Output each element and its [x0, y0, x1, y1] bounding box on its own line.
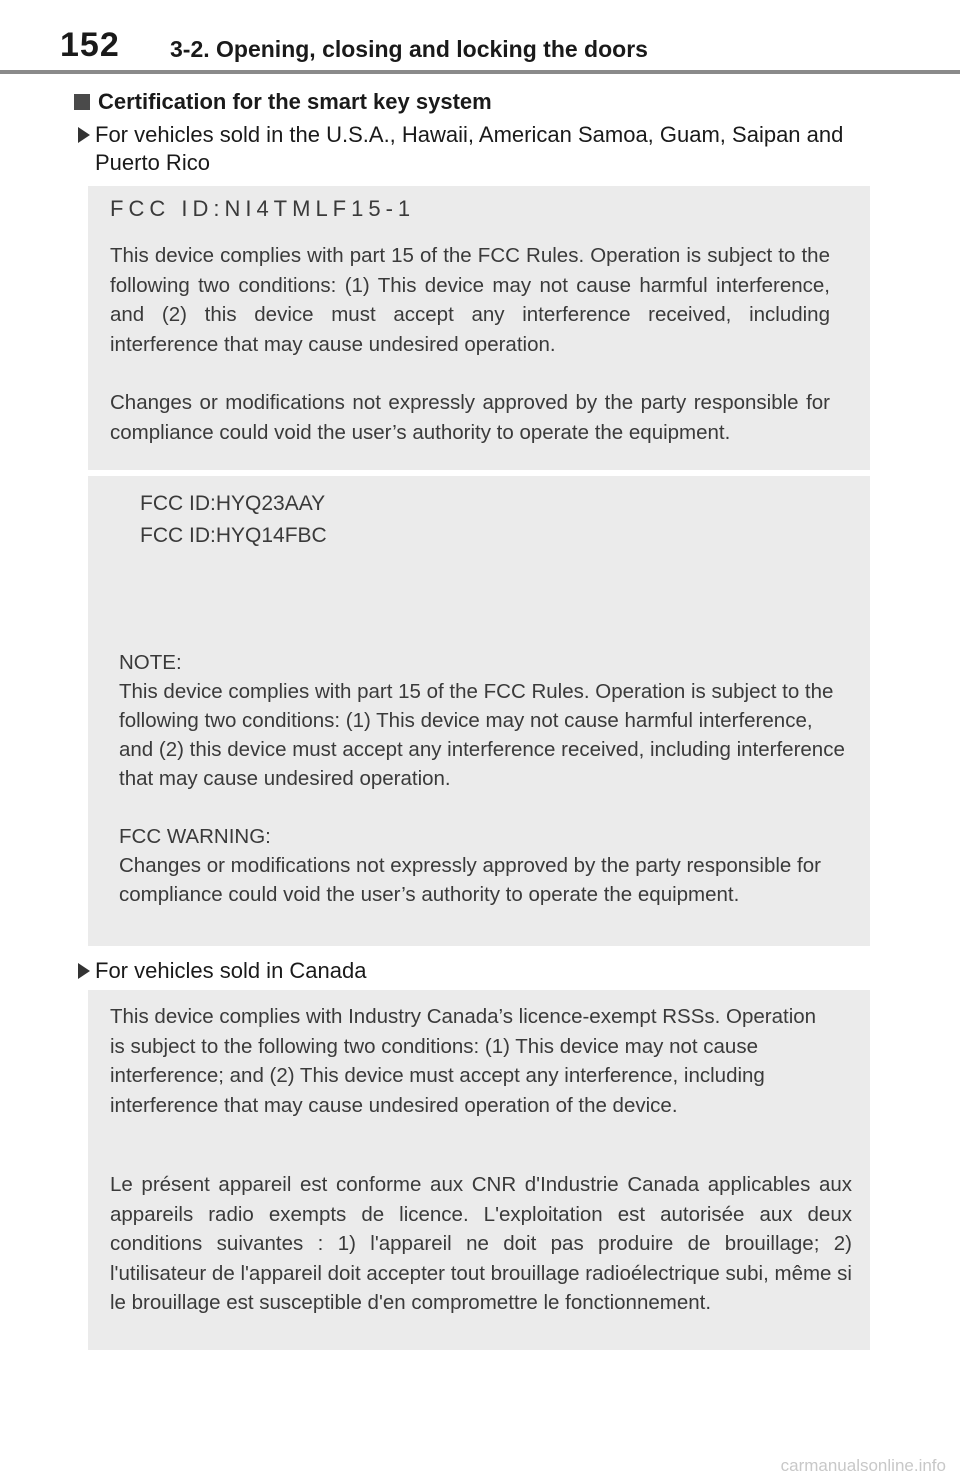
fcc-warning-label: FCC WARNING: [119, 825, 271, 848]
watermark: carmanualsonline.info [780, 1456, 946, 1475]
page-number: 152 [60, 26, 120, 64]
fcc-compliance-text: This device complies with part 15 of the FCC Rules. Operation is subject to the following two conditions: (1) This device may not cause harmful interference, and (2) this device must accept any interference received, including interference that may cause undesired operation. [110, 244, 830, 356]
square-bullet-icon [74, 94, 90, 110]
fcc-modification-text: Changes or modifications not expressly approved by the party responsible for compliance could void the user’s authority to operate the equipment. [110, 391, 830, 444]
note-block [119, 648, 849, 793]
section-title: 3-2. Opening, closing and locking the doors [170, 36, 648, 62]
bullet-usa-text: For vehicles sold in the U.S.A., Hawaii, American Samoa, Guam, Saipan and Puerto Rico [95, 122, 844, 175]
arrow-right-icon [78, 963, 90, 979]
fcc-id-label-a: FCC ID:HYQ23AAY [140, 492, 326, 515]
note-label: NOTE: [119, 651, 182, 674]
section-heading-text: Certification for the smart key system [98, 89, 492, 114]
note-text: This device complies with part 15 of the FCC Rules. Operation is subject to the following two conditions: (1) This device may not cause harmful interference, and (2) this device must accept any interference received, including interference that may cause undesired operation. [119, 680, 845, 790]
fcc-label-box-2 [88, 476, 870, 946]
fcc-warning-text: Changes or modifications not expressly approved by the party responsible for compliance could void the user’s authority to operate the equipment. [119, 854, 821, 906]
fcc-label-box-1 [88, 186, 870, 470]
header-rule [0, 70, 960, 74]
canada-label-box [88, 990, 870, 1350]
fcc-id-label-b: FCC ID:HYQ14FBC [140, 524, 327, 547]
canada-english-text: This device complies with Industry Canada’s licence-exempt RSSs. Operation is subject to the following two conditions: (1) This device may not cause interference; and (2) This device must accept any interference, including interference that may cause undesired operation of the device. [110, 1005, 817, 1117]
arrow-right-icon [78, 127, 90, 143]
section-heading [74, 89, 492, 115]
fcc-id-label: FCC ID:NI4TMLF15-1 [110, 196, 416, 221]
page-header [0, 0, 960, 78]
bullet-canada-text: For vehicles sold in Canada [95, 958, 367, 983]
bullet-usa [78, 121, 885, 177]
bullet-canada [78, 957, 885, 985]
canada-french-text: Le présent appareil est conforme aux CNR d'Industrie Canada applicables aux appareils radio exempts de licence. L'exploitation est autorisée aux deux conditions suivantes : 1) l'appareil ne doit pas produire de brouillage; 2) l'utilisateur de l'appareil doit accepter tout brouillage radioélectrique subi, même si le brouillage est susceptible d'en compromettre le fonctionnement. [110, 1173, 852, 1314]
fcc-warning-block [119, 822, 849, 909]
